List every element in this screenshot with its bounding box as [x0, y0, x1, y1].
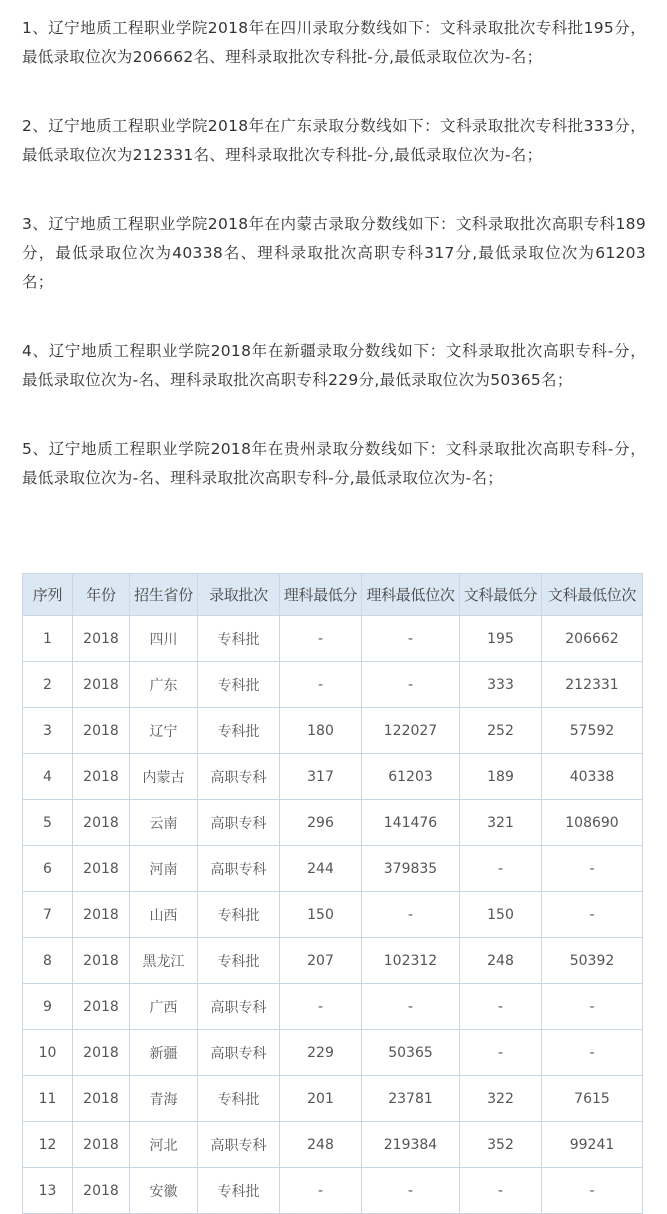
cell-year: 2018 — [73, 754, 130, 800]
cell-province: 四川 — [130, 616, 198, 662]
cell-science-min-score: - — [280, 662, 362, 708]
cell-science-min-score: 244 — [280, 846, 362, 892]
cell-science-min-rank: 102312 — [362, 938, 460, 984]
cell-index: 7 — [23, 892, 73, 938]
cell-science-min-score: 229 — [280, 1030, 362, 1076]
cell-batch: 专科批 — [198, 892, 280, 938]
cell-arts-min-rank: 50392 — [542, 938, 643, 984]
cell-year: 2018 — [73, 616, 130, 662]
cell-year: 2018 — [73, 938, 130, 984]
header-science-min-score: 理科最低分 — [280, 574, 362, 616]
cell-index: 12 — [23, 1122, 73, 1168]
admission-table-wrapper — [22, 573, 642, 1214]
cell-index: 4 — [23, 754, 73, 800]
table-row — [23, 754, 643, 800]
cell-index: 3 — [23, 708, 73, 754]
cell-index: 6 — [23, 846, 73, 892]
cell-index: 1 — [23, 616, 73, 662]
header-arts-min-rank: 文科最低位次 — [542, 574, 643, 616]
article-body — [22, 14, 646, 533]
cell-arts-min-score: 333 — [460, 662, 542, 708]
cell-arts-min-rank: 99241 — [542, 1122, 643, 1168]
cell-arts-min-score: 352 — [460, 1122, 542, 1168]
cell-science-min-score: 180 — [280, 708, 362, 754]
cell-science-min-rank: 50365 — [362, 1030, 460, 1076]
table-row — [23, 616, 643, 662]
table-row — [23, 1030, 643, 1076]
cell-index: 13 — [23, 1168, 73, 1214]
cell-science-min-score: 201 — [280, 1076, 362, 1122]
paragraph-sichuan: 1、辽宁地质工程职业学院2018年在四川录取分数线如下：文科录取批次专科批195分，最低录取位次为206662名、理科录取批次专科批-分,最低录取位次为-名； — [22, 19, 646, 66]
cell-arts-min-rank: 108690 — [542, 800, 643, 846]
cell-batch: 专科批 — [198, 1168, 280, 1214]
table-row — [23, 984, 643, 1030]
cell-province: 安徽 — [130, 1168, 198, 1214]
cell-province: 青海 — [130, 1076, 198, 1122]
cell-year: 2018 — [73, 1076, 130, 1122]
cell-batch: 专科批 — [198, 938, 280, 984]
cell-arts-min-rank: 7615 — [542, 1076, 643, 1122]
cell-science-min-rank: - — [362, 1168, 460, 1214]
table-row — [23, 1122, 643, 1168]
cell-province: 广东 — [130, 662, 198, 708]
cell-year: 2018 — [73, 1168, 130, 1214]
paragraph-xinjiang: 4、辽宁地质工程职业学院2018年在新疆录取分数线如下：文科录取批次高职专科-分，最低录取位次为-名、理科录取批次高职专科229分,最低录取位次为50365名； — [22, 342, 646, 389]
cell-index: 10 — [23, 1030, 73, 1076]
cell-arts-min-rank: - — [542, 984, 643, 1030]
cell-province: 辽宁 — [130, 708, 198, 754]
cell-science-min-score: 317 — [280, 754, 362, 800]
cell-science-min-score: 248 — [280, 1122, 362, 1168]
cell-arts-min-rank: - — [542, 892, 643, 938]
table-row — [23, 800, 643, 846]
cell-batch: 专科批 — [198, 708, 280, 754]
cell-arts-min-score: 252 — [460, 708, 542, 754]
cell-science-min-rank: - — [362, 662, 460, 708]
header-index: 序列 — [23, 574, 73, 616]
cell-arts-min-score: - — [460, 1030, 542, 1076]
cell-province: 广西 — [130, 984, 198, 1030]
cell-science-min-rank: 219384 — [362, 1122, 460, 1168]
table-header-row — [23, 574, 643, 616]
cell-arts-min-rank: 206662 — [542, 616, 643, 662]
admission-score-table — [22, 573, 643, 1214]
cell-province: 内蒙古 — [130, 754, 198, 800]
cell-science-min-score: 150 — [280, 892, 362, 938]
cell-science-min-rank: - — [362, 616, 460, 662]
cell-science-min-rank: 122027 — [362, 708, 460, 754]
cell-year: 2018 — [73, 662, 130, 708]
cell-index: 8 — [23, 938, 73, 984]
cell-science-min-score: - — [280, 616, 362, 662]
cell-batch: 专科批 — [198, 1076, 280, 1122]
cell-province: 河南 — [130, 846, 198, 892]
cell-arts-min-rank: - — [542, 1168, 643, 1214]
cell-science-min-rank: 61203 — [362, 754, 460, 800]
cell-arts-min-score: 321 — [460, 800, 542, 846]
cell-arts-min-rank: 57592 — [542, 708, 643, 754]
cell-arts-min-score: 322 — [460, 1076, 542, 1122]
header-batch: 录取批次 — [198, 574, 280, 616]
cell-science-min-rank: 141476 — [362, 800, 460, 846]
table-row — [23, 1168, 643, 1214]
cell-arts-min-score: 248 — [460, 938, 542, 984]
cell-batch: 高职专科 — [198, 984, 280, 1030]
cell-index: 11 — [23, 1076, 73, 1122]
table-row — [23, 708, 643, 754]
cell-science-min-score: 207 — [280, 938, 362, 984]
cell-index: 5 — [23, 800, 73, 846]
cell-batch: 高职专科 — [198, 846, 280, 892]
table-body — [23, 616, 643, 1214]
cell-batch: 高职专科 — [198, 754, 280, 800]
header-province: 招生省份 — [130, 574, 198, 616]
cell-arts-min-score: 189 — [460, 754, 542, 800]
cell-index: 2 — [23, 662, 73, 708]
cell-science-min-rank: - — [362, 984, 460, 1030]
cell-arts-min-rank: 212331 — [542, 662, 643, 708]
table-row — [23, 1076, 643, 1122]
cell-arts-min-rank: 40338 — [542, 754, 643, 800]
header-science-min-rank: 理科最低位次 — [362, 574, 460, 616]
cell-science-min-rank: - — [362, 892, 460, 938]
cell-science-min-rank: 23781 — [362, 1076, 460, 1122]
cell-batch: 专科批 — [198, 616, 280, 662]
cell-arts-min-score: - — [460, 1168, 542, 1214]
cell-year: 2018 — [73, 800, 130, 846]
cell-year: 2018 — [73, 846, 130, 892]
paragraph-neimenggu: 3、辽宁地质工程职业学院2018年在内蒙古录取分数线如下：文科录取批次高职专科189分，最低录取位次为40338名、理科录取批次高职专科317分,最低录取位次为61203名； — [22, 215, 646, 291]
table-row — [23, 846, 643, 892]
table-row — [23, 662, 643, 708]
cell-year: 2018 — [73, 1122, 130, 1168]
cell-year: 2018 — [73, 892, 130, 938]
cell-province: 河北 — [130, 1122, 198, 1168]
cell-index: 9 — [23, 984, 73, 1030]
paragraph-guizhou: 5、辽宁地质工程职业学院2018年在贵州录取分数线如下：文科录取批次高职专科-分，最低录取位次为-名、理科录取批次高职专科-分,最低录取位次为-名； — [22, 440, 646, 487]
cell-arts-min-score: - — [460, 984, 542, 1030]
cell-province: 山西 — [130, 892, 198, 938]
cell-province: 新疆 — [130, 1030, 198, 1076]
cell-science-min-score: - — [280, 1168, 362, 1214]
cell-science-min-score: 296 — [280, 800, 362, 846]
cell-year: 2018 — [73, 1030, 130, 1076]
cell-province: 云南 — [130, 800, 198, 846]
cell-batch: 专科批 — [198, 662, 280, 708]
cell-batch: 高职专科 — [198, 1122, 280, 1168]
cell-science-min-rank: 379835 — [362, 846, 460, 892]
paragraph-guangdong: 2、辽宁地质工程职业学院2018年在广东录取分数线如下：文科录取批次专科批333分，最低录取位次为212331名、理科录取批次专科批-分,最低录取位次为-名； — [22, 117, 646, 164]
cell-arts-min-score: 195 — [460, 616, 542, 662]
cell-arts-min-rank: - — [542, 1030, 643, 1076]
cell-year: 2018 — [73, 984, 130, 1030]
header-year: 年份 — [73, 574, 130, 616]
table-row — [23, 892, 643, 938]
cell-batch: 高职专科 — [198, 1030, 280, 1076]
cell-arts-min-score: 150 — [460, 892, 542, 938]
header-arts-min-score: 文科最低分 — [460, 574, 542, 616]
cell-batch: 高职专科 — [198, 800, 280, 846]
table-row — [23, 938, 643, 984]
cell-province: 黑龙江 — [130, 938, 198, 984]
cell-year: 2018 — [73, 708, 130, 754]
cell-science-min-score: - — [280, 984, 362, 1030]
cell-arts-min-score: - — [460, 846, 542, 892]
cell-arts-min-rank: - — [542, 846, 643, 892]
